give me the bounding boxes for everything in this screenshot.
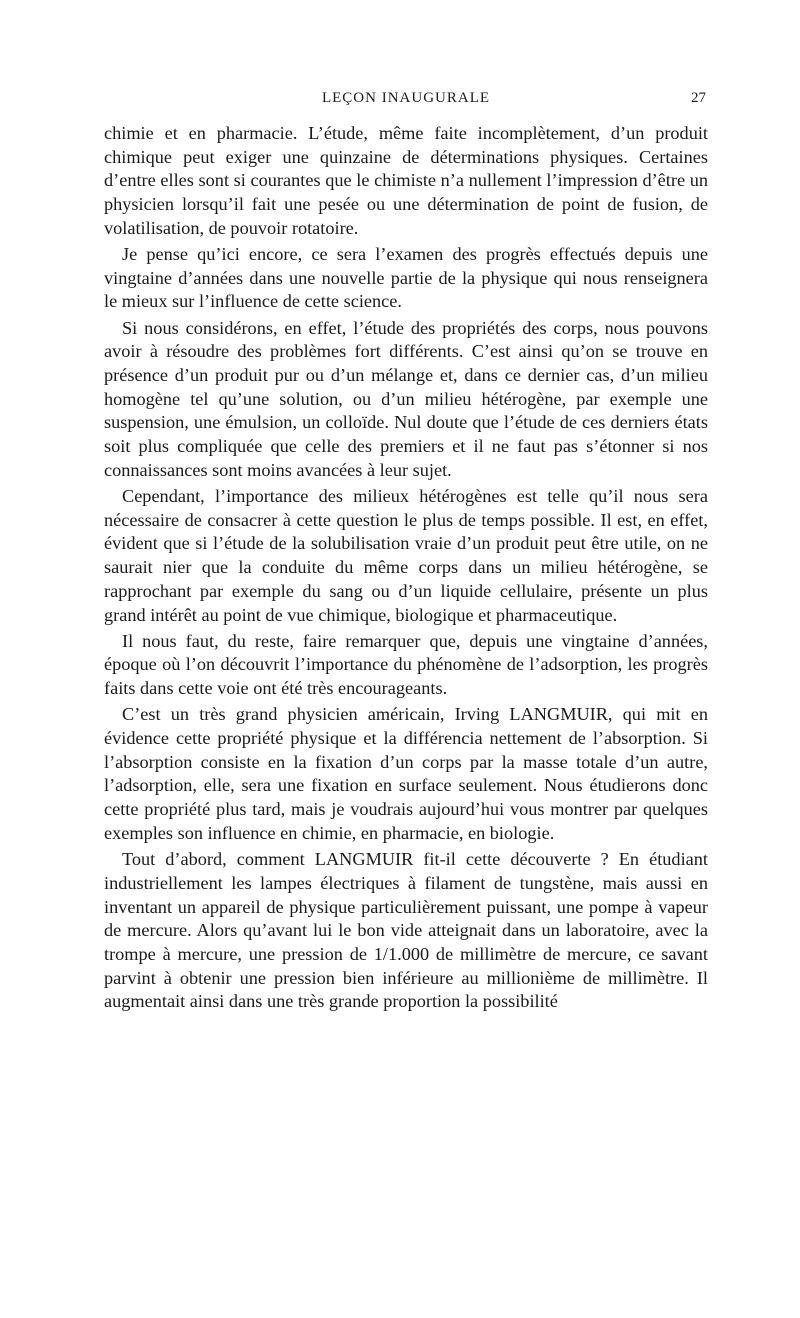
paragraph-continuation: chimie et en pharmacie. L’étude, même faite incomplètement, d’un produit chimique peut exiger une quinzaine de déterminations physiques. Certaines d’entre elles sont si courantes que le chimiste n’a nullement l’impression d’être un physicien lorsqu’il fait une pesée ou une détermination de point de fusion, de volatilisation, de pouvoir rotatoire. bbox=[104, 123, 708, 238]
running-head bbox=[106, 90, 706, 112]
paragraph: Je pense qu’ici encore, ce sera l’examen des progrès effectués depuis une vingtaine d’années dans une nouvelle partie de la physique qui nous renseignera le mieux sur l’influence de cette science. bbox=[104, 244, 708, 312]
running-head-title: LEÇON INAUGURALE bbox=[321, 90, 491, 106]
paragraph: Tout d’abord, comment LANGMUIR fit-il cette découverte ? En étudiant industriellement les lampes électriques à filament de tungstène, mais aussi en inventant un appareil de physique particulièrement puissant, une pompe à vapeur de mercure. Alors qu’avant lui le bon vide atteignait dans un laboratoire, avec la trompe à mercure, une pression de 1/1.000 de millimètre de mercure, ce savant parvint à obtenir une pression bien inférieure au millionième de millimètre. Il augmentait ainsi dans une très grande proportion la possibilité bbox=[104, 849, 708, 1012]
paragraph: C’est un très grand physicien américain, Irving LANGMUIR, qui mit en évidence cette propriété physique et la différencia nettement de l’absorption. Si l’absorption consiste en la fixation d’un corps par la masse totale d’un autre, l’adsorption, elle, sera une fixation en surface seulement. Nous étudierons donc cette propriété plus tard, mais je voudrais aujourd’hui vous montrer par quelques exemples son influence en chimie, en pharmacie, en biologie. bbox=[104, 704, 708, 843]
paragraph: Si nous considérons, en effet, l’étude des propriétés des corps, nous pouvons avoir à résoudre des problèmes fort différents. C’est ainsi qu’on se trouve en présence d’un produit pur ou d’un mélange et, dans ce dernier cas, d’un milieu homogène tel qu’une solution, ou d’un milieu hétérogène, par exemple une suspension, une émulsion, un colloïde. Nul doute que l’étude de ces derniers états soit plus compliquée que celle des premiers et il ne faut pas s’étonner si nos connaissances sont moins avancées à leur sujet. bbox=[104, 317, 708, 480]
paragraph: Il nous faut, du reste, faire remarquer que, depuis une vingtaine d’années, époque où l’on découvrit l’importance du phénomène de l’adsorption, les progrès faits dans cette voie ont été très encourageants. bbox=[104, 630, 708, 699]
paragraph: Cependant, l’importance des milieux hétérogènes est telle qu’il nous sera nécessaire de consacrer à cette question le plus de temps possible. Il est, en effet, évident que si l’étude de la solubilisation vraie d’un produit peut être utile, on ne saurait nier que la conduite du même corps dans un milieu hétérogène, se rapprochant par exemple du sang ou d’un liquide cellulaire, présente un plus grand intérêt au point de vue chimique, biologique et pharmaceutique. bbox=[104, 486, 708, 625]
body-text bbox=[104, 122, 708, 1014]
page-number: 27 bbox=[691, 90, 706, 106]
